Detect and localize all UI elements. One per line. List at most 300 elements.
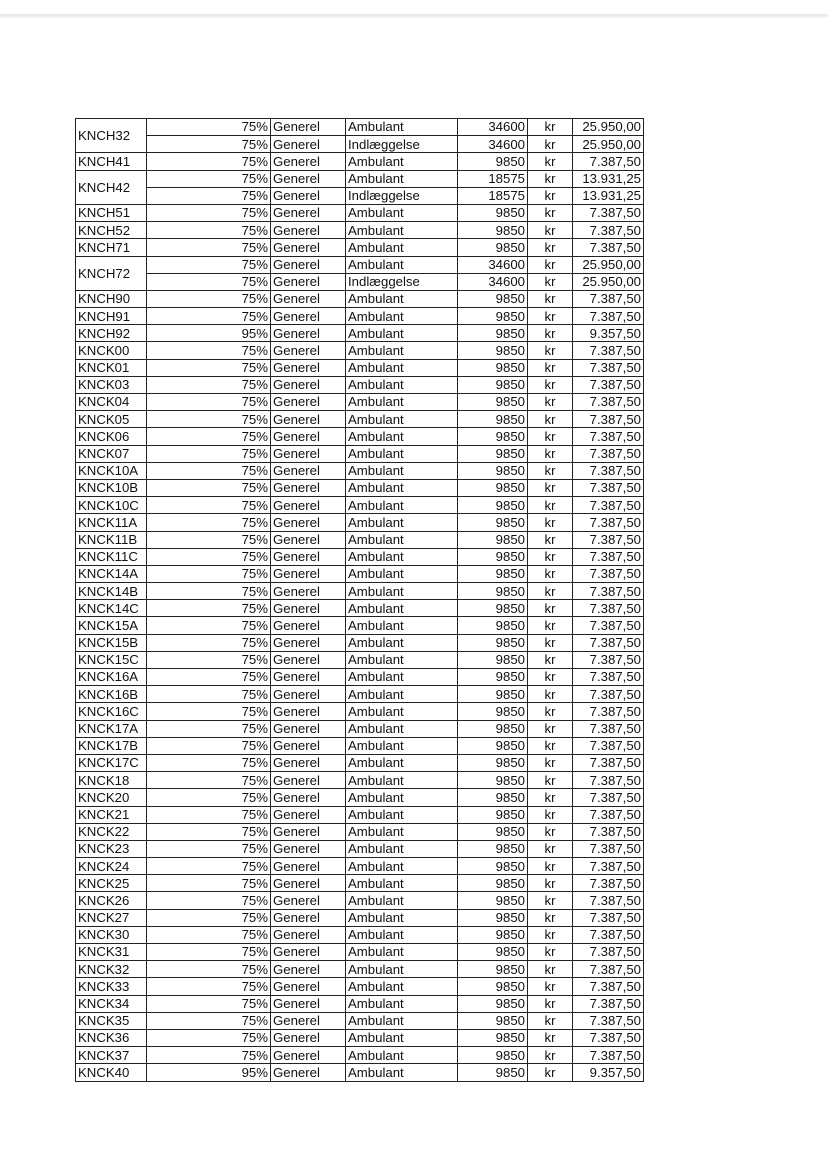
amount-cell: 9850 <box>458 995 528 1012</box>
table-row <box>76 514 644 531</box>
table-row <box>76 204 644 221</box>
percent-cell: 75% <box>147 548 271 565</box>
table-row <box>76 462 644 479</box>
amount-cell: 9850 <box>458 548 528 565</box>
tariff-table <box>75 118 644 1082</box>
currency-cell: kr <box>528 548 573 565</box>
percent-cell: 75% <box>147 669 271 686</box>
table-row <box>76 995 644 1012</box>
total-cell: 7.387,50 <box>573 376 644 393</box>
type-cell: Generel <box>271 909 346 926</box>
currency-cell: kr <box>528 290 573 307</box>
table-row <box>76 428 644 445</box>
currency-cell: kr <box>528 789 573 806</box>
care-type-cell: Ambulant <box>346 789 458 806</box>
table-row <box>76 479 644 496</box>
code-cell: KNCK15B <box>76 634 147 651</box>
care-type-cell: Ambulant <box>346 823 458 840</box>
type-cell: Generel <box>271 290 346 307</box>
table-row <box>76 978 644 995</box>
care-type-cell: Ambulant <box>346 720 458 737</box>
type-cell: Generel <box>271 995 346 1012</box>
care-type-cell: Ambulant <box>346 153 458 170</box>
type-cell: Generel <box>271 686 346 703</box>
type-cell: Generel <box>271 875 346 892</box>
total-cell: 7.387,50 <box>573 222 644 239</box>
table-row <box>76 256 644 273</box>
currency-cell: kr <box>528 909 573 926</box>
percent-cell: 75% <box>147 136 271 153</box>
code-cell: KNCK11A <box>76 514 147 531</box>
percent-cell: 75% <box>147 617 271 634</box>
percent-cell: 95% <box>147 1064 271 1081</box>
currency-cell: kr <box>528 583 573 600</box>
amount-cell: 9850 <box>458 1012 528 1029</box>
total-cell: 7.387,50 <box>573 565 644 582</box>
currency-cell: kr <box>528 669 573 686</box>
total-cell: 7.387,50 <box>573 600 644 617</box>
care-type-cell: Ambulant <box>346 944 458 961</box>
amount-cell: 9850 <box>458 222 528 239</box>
percent-cell: 75% <box>147 514 271 531</box>
code-cell: KNCK14C <box>76 600 147 617</box>
amount-cell: 9850 <box>458 926 528 943</box>
total-cell: 7.387,50 <box>573 394 644 411</box>
table-row <box>76 565 644 582</box>
percent-cell: 75% <box>147 1047 271 1064</box>
total-cell: 7.387,50 <box>573 204 644 221</box>
total-cell: 7.387,50 <box>573 737 644 754</box>
amount-cell: 9850 <box>458 806 528 823</box>
currency-cell: kr <box>528 479 573 496</box>
code-cell: KNCK20 <box>76 789 147 806</box>
total-cell: 7.387,50 <box>573 892 644 909</box>
type-cell: Generel <box>271 531 346 548</box>
currency-cell: kr <box>528 325 573 342</box>
amount-cell: 9850 <box>458 737 528 754</box>
currency-cell: kr <box>528 445 573 462</box>
percent-cell: 75% <box>147 428 271 445</box>
amount-cell: 9850 <box>458 1064 528 1081</box>
code-cell: KNCK22 <box>76 823 147 840</box>
code-cell: KNCK17C <box>76 754 147 771</box>
care-type-cell: Ambulant <box>346 1064 458 1081</box>
total-cell: 13.931,25 <box>573 187 644 204</box>
code-cell: KNCK14B <box>76 583 147 600</box>
amount-cell: 18575 <box>458 187 528 204</box>
currency-cell: kr <box>528 119 573 136</box>
type-cell: Generel <box>271 737 346 754</box>
type-cell: Generel <box>271 600 346 617</box>
percent-cell: 75% <box>147 290 271 307</box>
currency-cell: kr <box>528 514 573 531</box>
type-cell: Generel <box>271 462 346 479</box>
total-cell: 7.387,50 <box>573 961 644 978</box>
code-cell: KNCK27 <box>76 909 147 926</box>
currency-cell: kr <box>528 737 573 754</box>
care-type-cell: Ambulant <box>346 119 458 136</box>
total-cell: 7.387,50 <box>573 548 644 565</box>
type-cell: Generel <box>271 1064 346 1081</box>
code-cell: KNCH90 <box>76 290 147 307</box>
code-cell: KNCK03 <box>76 376 147 393</box>
currency-cell: kr <box>528 1029 573 1046</box>
scan-edge-line <box>0 14 828 18</box>
code-cell: KNCK10B <box>76 479 147 496</box>
currency-cell: kr <box>528 239 573 256</box>
type-cell: Generel <box>271 789 346 806</box>
total-cell: 7.387,50 <box>573 359 644 376</box>
total-cell: 7.387,50 <box>573 858 644 875</box>
type-cell: Generel <box>271 565 346 582</box>
table-row <box>76 1029 644 1046</box>
table-row <box>76 754 644 771</box>
type-cell: Generel <box>271 823 346 840</box>
amount-cell: 9850 <box>458 308 528 325</box>
percent-cell: 75% <box>147 944 271 961</box>
code-cell: KNCK15C <box>76 651 147 668</box>
amount-cell: 9850 <box>458 325 528 342</box>
type-cell: Generel <box>271 961 346 978</box>
percent-cell: 75% <box>147 256 271 273</box>
currency-cell: kr <box>528 892 573 909</box>
percent-cell: 75% <box>147 995 271 1012</box>
code-cell: KNCH32 <box>76 119 147 153</box>
type-cell: Generel <box>271 926 346 943</box>
care-type-cell: Ambulant <box>346 772 458 789</box>
table-row <box>76 823 644 840</box>
amount-cell: 9850 <box>458 840 528 857</box>
type-cell: Generel <box>271 1029 346 1046</box>
care-type-cell: Ambulant <box>346 290 458 307</box>
type-cell: Generel <box>271 428 346 445</box>
care-type-cell: Ambulant <box>346 222 458 239</box>
currency-cell: kr <box>528 703 573 720</box>
currency-cell: kr <box>528 359 573 376</box>
percent-cell: 95% <box>147 325 271 342</box>
amount-cell: 9850 <box>458 651 528 668</box>
currency-cell: kr <box>528 840 573 857</box>
amount-cell: 9850 <box>458 462 528 479</box>
type-cell: Generel <box>271 445 346 462</box>
type-cell: Generel <box>271 479 346 496</box>
type-cell: Generel <box>271 548 346 565</box>
percent-cell: 75% <box>147 892 271 909</box>
currency-cell: kr <box>528 187 573 204</box>
care-type-cell: Ambulant <box>346 239 458 256</box>
code-cell: KNCK17B <box>76 737 147 754</box>
care-type-cell: Ambulant <box>346 479 458 496</box>
total-cell: 7.387,50 <box>573 308 644 325</box>
amount-cell: 9850 <box>458 634 528 651</box>
type-cell: Generel <box>271 153 346 170</box>
currency-cell: kr <box>528 875 573 892</box>
type-cell: Generel <box>271 669 346 686</box>
code-cell: KNCH72 <box>76 256 147 290</box>
code-cell: KNCK11C <box>76 548 147 565</box>
code-cell: KNCK31 <box>76 944 147 961</box>
care-type-cell: Ambulant <box>346 995 458 1012</box>
care-type-cell: Ambulant <box>346 737 458 754</box>
code-cell: KNCK26 <box>76 892 147 909</box>
currency-cell: kr <box>528 651 573 668</box>
table-row <box>76 187 644 204</box>
amount-cell: 9850 <box>458 565 528 582</box>
amount-cell: 9850 <box>458 961 528 978</box>
percent-cell: 75% <box>147 153 271 170</box>
table-row <box>76 222 644 239</box>
code-cell: KNCK34 <box>76 995 147 1012</box>
table-row <box>76 290 644 307</box>
code-cell: KNCH52 <box>76 222 147 239</box>
table-row <box>76 376 644 393</box>
total-cell: 7.387,50 <box>573 479 644 496</box>
care-type-cell: Ambulant <box>346 342 458 359</box>
percent-cell: 75% <box>147 875 271 892</box>
amount-cell: 9850 <box>458 153 528 170</box>
percent-cell: 75% <box>147 703 271 720</box>
percent-cell: 75% <box>147 119 271 136</box>
tariff-table-body <box>76 119 644 1082</box>
total-cell: 9.357,50 <box>573 1064 644 1081</box>
total-cell: 7.387,50 <box>573 651 644 668</box>
care-type-cell: Ambulant <box>346 325 458 342</box>
total-cell: 7.387,50 <box>573 703 644 720</box>
table-row <box>76 909 644 926</box>
care-type-cell: Ambulant <box>346 411 458 428</box>
percent-cell: 75% <box>147 1012 271 1029</box>
type-cell: Generel <box>271 944 346 961</box>
care-type-cell: Ambulant <box>346 445 458 462</box>
code-cell: KNCK21 <box>76 806 147 823</box>
total-cell: 7.387,50 <box>573 875 644 892</box>
percent-cell: 75% <box>147 651 271 668</box>
type-cell: Generel <box>271 273 346 290</box>
percent-cell: 75% <box>147 772 271 789</box>
care-type-cell: Ambulant <box>346 961 458 978</box>
currency-cell: kr <box>528 256 573 273</box>
amount-cell: 9850 <box>458 1029 528 1046</box>
type-cell: Generel <box>271 634 346 651</box>
amount-cell: 9850 <box>458 892 528 909</box>
percent-cell: 75% <box>147 961 271 978</box>
amount-cell: 9850 <box>458 497 528 514</box>
total-cell: 7.387,50 <box>573 617 644 634</box>
total-cell: 7.387,50 <box>573 1029 644 1046</box>
percent-cell: 75% <box>147 462 271 479</box>
currency-cell: kr <box>528 1047 573 1064</box>
code-cell: KNCK01 <box>76 359 147 376</box>
currency-cell: kr <box>528 754 573 771</box>
code-cell: KNCK11B <box>76 531 147 548</box>
type-cell: Generel <box>271 394 346 411</box>
type-cell: Generel <box>271 325 346 342</box>
percent-cell: 75% <box>147 497 271 514</box>
table-row <box>76 806 644 823</box>
total-cell: 7.387,50 <box>573 342 644 359</box>
code-cell: KNCK37 <box>76 1047 147 1064</box>
total-cell: 7.387,50 <box>573 909 644 926</box>
percent-cell: 75% <box>147 273 271 290</box>
total-cell: 7.387,50 <box>573 823 644 840</box>
percent-cell: 75% <box>147 840 271 857</box>
table-row <box>76 1047 644 1064</box>
table-row <box>76 737 644 754</box>
care-type-cell: Ambulant <box>346 686 458 703</box>
total-cell: 7.387,50 <box>573 669 644 686</box>
currency-cell: kr <box>528 153 573 170</box>
percent-cell: 75% <box>147 737 271 754</box>
percent-cell: 75% <box>147 823 271 840</box>
table-row <box>76 548 644 565</box>
table-row <box>76 273 644 290</box>
code-cell: KNCK23 <box>76 840 147 857</box>
type-cell: Generel <box>271 514 346 531</box>
type-cell: Generel <box>271 359 346 376</box>
care-type-cell: Ambulant <box>346 497 458 514</box>
currency-cell: kr <box>528 686 573 703</box>
type-cell: Generel <box>271 703 346 720</box>
type-cell: Generel <box>271 204 346 221</box>
care-type-cell: Ambulant <box>346 565 458 582</box>
currency-cell: kr <box>528 634 573 651</box>
table-row <box>76 583 644 600</box>
care-type-cell: Ambulant <box>346 600 458 617</box>
table-row <box>76 1012 644 1029</box>
percent-cell: 75% <box>147 565 271 582</box>
table-row <box>76 961 644 978</box>
care-type-cell: Indlæggelse <box>346 136 458 153</box>
amount-cell: 9850 <box>458 359 528 376</box>
care-type-cell: Ambulant <box>346 703 458 720</box>
percent-cell: 75% <box>147 978 271 995</box>
care-type-cell: Ambulant <box>346 875 458 892</box>
total-cell: 7.387,50 <box>573 497 644 514</box>
currency-cell: kr <box>528 222 573 239</box>
table-row <box>76 789 644 806</box>
amount-cell: 34600 <box>458 119 528 136</box>
amount-cell: 34600 <box>458 256 528 273</box>
total-cell: 7.387,50 <box>573 531 644 548</box>
type-cell: Generel <box>271 806 346 823</box>
currency-cell: kr <box>528 995 573 1012</box>
code-cell: KNCK04 <box>76 394 147 411</box>
code-cell: KNCK15A <box>76 617 147 634</box>
code-cell: KNCK18 <box>76 772 147 789</box>
amount-cell: 9850 <box>458 686 528 703</box>
care-type-cell: Ambulant <box>346 359 458 376</box>
currency-cell: kr <box>528 858 573 875</box>
table-row <box>76 634 644 651</box>
table-row <box>76 840 644 857</box>
code-cell: KNCK16B <box>76 686 147 703</box>
code-cell: KNCK00 <box>76 342 147 359</box>
code-cell: KNCK14A <box>76 565 147 582</box>
amount-cell: 9850 <box>458 239 528 256</box>
type-cell: Generel <box>271 256 346 273</box>
total-cell: 7.387,50 <box>573 978 644 995</box>
care-type-cell: Indlæggelse <box>346 273 458 290</box>
type-cell: Generel <box>271 1012 346 1029</box>
currency-cell: kr <box>528 961 573 978</box>
total-cell: 7.387,50 <box>573 514 644 531</box>
total-cell: 7.387,50 <box>573 290 644 307</box>
currency-cell: kr <box>528 273 573 290</box>
percent-cell: 75% <box>147 634 271 651</box>
percent-cell: 75% <box>147 187 271 204</box>
code-cell: KNCK35 <box>76 1012 147 1029</box>
amount-cell: 9850 <box>458 290 528 307</box>
table-row <box>76 669 644 686</box>
code-cell: KNCK16A <box>76 669 147 686</box>
amount-cell: 9850 <box>458 428 528 445</box>
percent-cell: 75% <box>147 806 271 823</box>
total-cell: 7.387,50 <box>573 840 644 857</box>
type-cell: Generel <box>271 187 346 204</box>
care-type-cell: Ambulant <box>346 428 458 445</box>
code-cell: KNCH51 <box>76 204 147 221</box>
currency-cell: kr <box>528 342 573 359</box>
currency-cell: kr <box>528 170 573 187</box>
table-row <box>76 394 644 411</box>
care-type-cell: Ambulant <box>346 1012 458 1029</box>
type-cell: Generel <box>271 892 346 909</box>
table-row <box>76 703 644 720</box>
total-cell: 7.387,50 <box>573 1047 644 1064</box>
percent-cell: 75% <box>147 394 271 411</box>
care-type-cell: Ambulant <box>346 634 458 651</box>
care-type-cell: Ambulant <box>346 531 458 548</box>
type-cell: Generel <box>271 342 346 359</box>
amount-cell: 9850 <box>458 772 528 789</box>
care-type-cell: Ambulant <box>346 394 458 411</box>
table-row <box>76 325 644 342</box>
care-type-cell: Ambulant <box>346 892 458 909</box>
table-row <box>76 119 644 136</box>
total-cell: 7.387,50 <box>573 1012 644 1029</box>
percent-cell: 75% <box>147 359 271 376</box>
type-cell: Generel <box>271 720 346 737</box>
type-cell: Generel <box>271 239 346 256</box>
percent-cell: 75% <box>147 686 271 703</box>
type-cell: Generel <box>271 858 346 875</box>
care-type-cell: Ambulant <box>346 926 458 943</box>
care-type-cell: Ambulant <box>346 840 458 857</box>
type-cell: Generel <box>271 617 346 634</box>
care-type-cell: Ambulant <box>346 548 458 565</box>
total-cell: 25.950,00 <box>573 256 644 273</box>
total-cell: 7.387,50 <box>573 462 644 479</box>
amount-cell: 9850 <box>458 978 528 995</box>
care-type-cell: Ambulant <box>346 651 458 668</box>
amount-cell: 9850 <box>458 858 528 875</box>
code-cell: KNCK06 <box>76 428 147 445</box>
total-cell: 25.950,00 <box>573 273 644 290</box>
amount-cell: 18575 <box>458 170 528 187</box>
amount-cell: 9850 <box>458 600 528 617</box>
type-cell: Generel <box>271 651 346 668</box>
total-cell: 7.387,50 <box>573 634 644 651</box>
currency-cell: kr <box>528 823 573 840</box>
code-cell: KNCK33 <box>76 978 147 995</box>
table-row <box>76 308 644 325</box>
table-row <box>76 617 644 634</box>
total-cell: 7.387,50 <box>573 789 644 806</box>
total-cell: 7.387,50 <box>573 428 644 445</box>
percent-cell: 75% <box>147 789 271 806</box>
percent-cell: 75% <box>147 583 271 600</box>
type-cell: Generel <box>271 583 346 600</box>
